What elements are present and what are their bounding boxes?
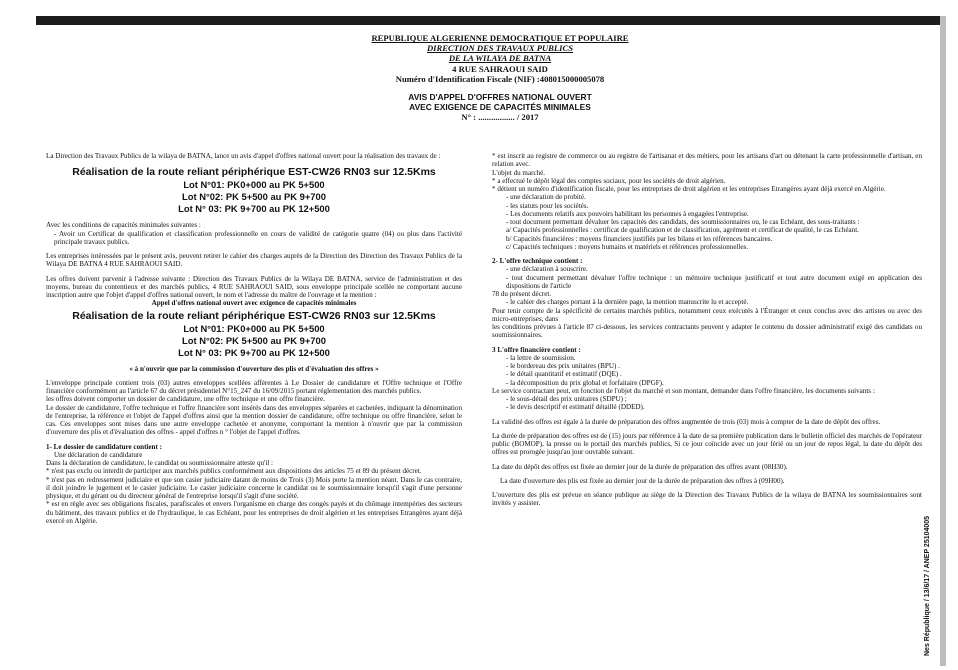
right-dpgf: - la décomposition du prix global et forfaitaire (DPGF).	[506, 378, 664, 387]
right-date-ouverture: La date d'ouverture des plis est fixée au dernier jour de la durée de préparation des offres à (09H00).	[500, 476, 785, 485]
right-statuts: - les statuts pour les sociétés.	[506, 201, 589, 210]
header-republic: REPUBLIQUE ALGERIENNE DEMOCRATIQUE ET POPULAIRE	[371, 33, 629, 43]
notice-subtitle: AVEC EXIGENCE DE CAPACITÉS MINIMALES	[409, 101, 591, 112]
lot-3: Lot N° 03: PK 9+700 au PK 12+500	[178, 203, 330, 215]
right-item-depot-legal: * a effectué le dépôt légal des comptes sociaux, pour les sociétés de droit algérien.	[492, 176, 726, 185]
lot-1-repeat: Lot N°01: PK0+000 au PK 5+500	[183, 322, 325, 334]
section-3-title: 3 L'offre financière contient :	[492, 345, 581, 354]
right-probite: - une déclaration de probité.	[506, 193, 586, 202]
offres-contenu: les offres doivent comporter un dossier de candidature, une offre technique et une offre financière.	[46, 395, 325, 404]
right-pouvoirs: - Les documents relatifs aux pouvoirs habilitant les personnes à engagées l'entreprise.	[506, 209, 749, 218]
conditions-item: - Avoir un Certificat de qualification et classification professionnelle en cours de validité de catégorie quatre (04) ou plus dans l'activité principale travaux publics.	[54, 229, 462, 246]
right-capacites: - tout document permettant dévaluer les capacités des candidats, des soumissionnaires ou, le cas Echéant, des sous-traitants :	[506, 218, 860, 226]
right-dqe: - le détail quantitatif et estimatif (DQE) .	[506, 370, 622, 379]
right-ouverture-publique: L'ouverture des plis est prévue en séance publique au siège de la Direction des Travaux Publics de la wilaya de BATNA les soumissionnaires sont invités y assister.	[492, 491, 922, 508]
project-title: Réalisation de la route reliant périphérique EST-CW26 RN03 sur 12.5Kms	[72, 166, 436, 179]
header-direction: DIRECTION DES TRAVAUX PUBLICS	[426, 43, 574, 54]
lot-1: Lot N°01: PK0+000 au PK 5+500	[183, 179, 325, 191]
margin-stamp: Nes République / 13/6/17 / ANEP 25104005	[924, 515, 931, 656]
intro-paragraph: La Direction des Travaux Publics de la wilaya de BATNA, lance un avis d'appel d'offres national ouvert pour la réalisation des travaux de :	[46, 152, 441, 160]
section-1-item-judiciaire: * n'est pas en redressement judiciaire et que son casier judiciaire datant de moins de Trois (3) Mois porte la mention néant. Dans le cas contraire, il doit joindre le jugement et le casier judiciaire. Le casier judiciaire concerne le candidat ou le soumissionnaire lorsqu'il s'agit d'une personne physique, et du gérant ou du directeur général de l'entreprise lorsqu'il s'agit d'une société.	[46, 475, 462, 500]
right-bpu: - le bordereau des prix unitaires (BPU) .	[506, 362, 620, 370]
right-service-contractant: Le service contractant peut, en fonction de l'objet du marché et son montant, demander dans l'offre financière, les documents suivants :	[492, 386, 875, 395]
right-item-registre: * est inscrit au registre de commerce ou au registre de l'artisanat et des métiers, pour les artisans d'art ou détenant la carte professionnelle d'artisan, en relation avec.	[492, 152, 922, 169]
lot-3-repeat: Lot N° 03: PK 9+700 au PK 12+500	[178, 346, 330, 358]
enveloppe-paragraph: L'enveloppe principale contient trois (03) autres enveloppes scellées afférentes à Le Dossier de candidature et l'Offre technique et l'Offre financière conformément au l'article 67 du décret présidentiel N°15_247 du 16/09/2015 portant réglementation des marchés publics.	[46, 378, 462, 395]
right-scan-edge	[940, 16, 946, 666]
right-cap-tech: c/ Capacités techniques : moyens humains et matériels et références professionnelles.	[506, 242, 749, 251]
left-column	[46, 152, 462, 525]
right-date-depot: La date du dépôt des offres est fixée au dernier jour de la durée de préparation des offres avant (08H30).	[492, 462, 788, 471]
right-objet: L'objet du marché.	[492, 168, 546, 177]
header-address: 4 RUE SAHRAOUI SAID	[452, 63, 548, 74]
section-1-item-exclu: * n'est pas exclu ou interdit de participer aux marchés publics conformément aux dispositions des articles 75 et 89 du présent décret.	[46, 467, 422, 476]
right-dded: - le devis descriptif et estimatif détaillé (DDED).	[506, 403, 645, 412]
right-declaration-souscrire: - une déclaration à souscrire.	[506, 265, 588, 274]
right-duree-preparation: La durée de préparation des offres est de (15) jours par référence à la date de sa première publication dans le bulletin officiel des marchés de l'opérateur public (BOMOP), la presse ou le portail des marchés publics, Si ce jour coïncide avec un jour férié ou un jour de repos légal, la date du dépôt des offres est prorogée jusqu'au jour ouvrable suivant.	[492, 431, 922, 457]
lot-2-repeat: Lot N°02: PK 5+500 au PK 9+700	[182, 334, 326, 346]
section-1-attestation: Dans la déclaration de candidature, le candidat ou soumissionnaire atteste qu'il :	[46, 459, 274, 467]
lot-2: Lot N°02: PK 5+500 au PK 9+700	[182, 191, 326, 203]
right-column	[492, 152, 922, 514]
right-cahier-charges: - le cahier des charges portant à la dernière page, la mention manuscrite lu et accepté.	[506, 298, 749, 307]
right-cap-pro: a/ Capacités professionnelles : certificat de qualification et de classification, agrément et certificat de qualité, le cas Echéant.	[506, 226, 859, 235]
section-1-item-fiscal: * est en règle avec ses obligations fiscales, parafiscales et envers l'organisme en charge des congés payés et du chômage intempéries des secteurs du bâtiment, des travaux publics et de l'hydraulique, le cas Echéant, pour les entreprises de droit algérien et les entreprises Etrangères ayant déjà exercé en Algérie.	[46, 500, 462, 525]
top-black-bar	[36, 16, 940, 25]
notice-number: N° : ................. / 2017	[461, 112, 539, 123]
right-sdpu: - le sous-détail des prix unitaires (SDPU) ;	[506, 395, 627, 403]
document-header	[240, 33, 760, 122]
dossier-insere-paragraph: Le dossier de candidature, l'offre technique et l'offre financière sont insérés dans des enveloppes séparées et cachetées, indiquant la dénomination de l'entreprise, la référence et l'objet de l'appel d'offres ainsi que la mention dossier de candidature, offre technique ou offre financière, selon le cas. Ces enveloppes sont mises dans une autre enveloppe cachetée et anonyme, comportant la mention à n'ouvrir que par la commission d'ouverture des plis et d'évaluation des offres - appel d'offres n ° l'objet de l'appel d'offres.	[46, 403, 462, 437]
right-cap-fin: b/ Capacités financières : moyens financiers justifiés par les bilans et les références bancaires.	[506, 234, 773, 243]
conditions-intro: Avec les conditions de capacités minimales suivantes :	[46, 221, 201, 230]
retrait-paragraph: Les entreprises intéressées par le présent avis, peuvent retirer le cahier des charges auprès de la Direction des Direction des Travaux Publics de la Wilaya DE BATNA 4 RUE SAHRAOUI SAID.	[46, 252, 462, 269]
right-specificite: Pour tenir compte de la spécificité de certains marchés publics, notamment ceux exécutés à l'Étranger et ceux conclus avec des artistes ou avec des micro-entreprises, dans	[492, 306, 922, 323]
right-item-nif: * détient un numéro d'identification fiscale, pour les entreprises de droit algérien et les entreprises Etrangères ayant déjà exercé en Algérie.	[492, 185, 886, 193]
right-article-87: les conditions prévues à l'article 87 ci-dessous, les services contractants peuvent y adapter le contenu du dossier administratif exigé des candidats ou soumissionnaires.	[492, 323, 922, 340]
right-lettre-soumission: - la lettre de soumission.	[506, 353, 576, 362]
right-article-78: 78 du présent décret.	[492, 290, 552, 298]
header-nif: Numéro d'Identification Fiscale (NIF) :408015000005078	[395, 73, 605, 84]
do-not-open-mention: « à n'ouvrir que par la commission d'ouverture des plis et d'évaluation des offres »	[129, 364, 379, 373]
notice-title: AVIS D'APPEL D'OFFRES NATIONAL OUVERT	[408, 92, 592, 103]
section-1-declaration: Une déclaration de candidature	[54, 450, 143, 459]
section-2-title: 2- L'offre technique contient :	[492, 257, 583, 265]
project-block-2	[46, 310, 462, 359]
right-validite: La validité des offres est égale à la durée de préparation des offres augmentée de trois (03) mois à compter de la date de dépôt des offres.	[492, 417, 881, 426]
header-wilaya: DE LA WILAYA DE BATNA	[448, 53, 552, 64]
envoi-paragraph: Les offres doivent parvenir à l'adresse suivante : Direction des Travaux Publics de la Wilaya DE BATNA, service de l'administration et des moyens, bureau du contentieux et des marchés publics, 4 RUE SAHRAOUI SAID, sous enveloppe principale scellée ne comportant aucune inscription autre que l'objet d'appel d'offres national ouvert, le nom et l'adresse du maître de l'ouvrage et la mention :	[46, 274, 462, 299]
right-memoire-technique: - tout document permettant dévaluer l'offre technique : un mémoire technique justificatif et tout autre document exigé en application des dispositions de l'article	[506, 273, 922, 290]
mention-line: Appel d'offres national ouvert avec exigence de capacités minimales	[151, 299, 357, 308]
project-title-2: Réalisation de la route reliant périphérique EST-CW26 RN03 sur 12.5Kms	[72, 309, 436, 322]
section-1-title: 1- Le dossier de candidature contient :	[46, 442, 162, 451]
project-block-1	[46, 166, 462, 215]
